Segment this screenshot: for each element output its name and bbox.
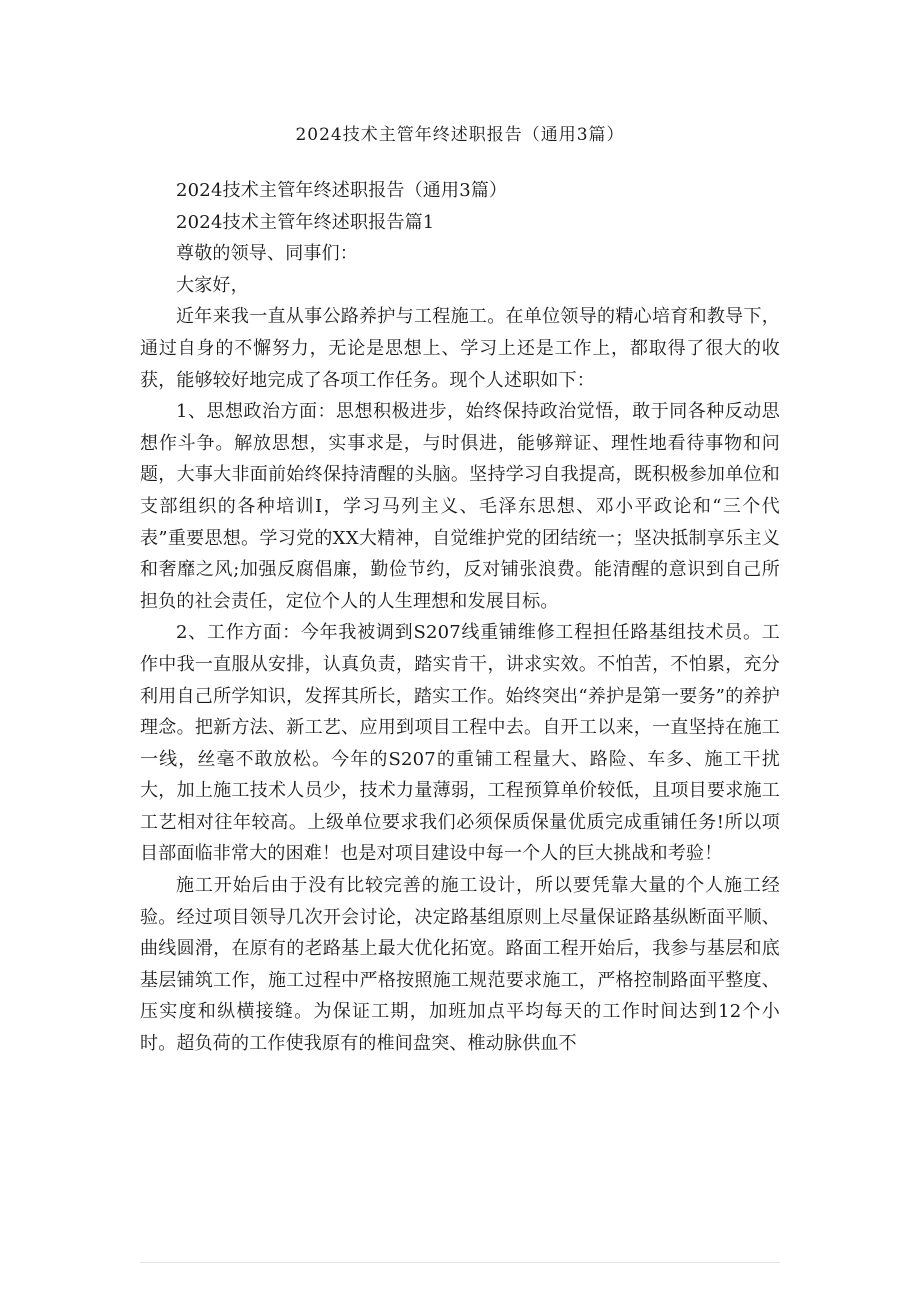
paragraph-construction: 施工开始后由于没有比较完善的施工设计，所以要凭靠大量的个人施工经验。经过项目领导几次开会讨论，决定路基组原则上尽量保证路基纵断面平顺、曲线圆滑，在原有的老路基上最大优化拓宽。路面工程开始后，我参与基层和底基层铺筑工作，施工过程中严格按照施工规范要求施工，严格控制路面平整度、压实度和纵横接缝。为保证工期，加班加点平均每天的工作时间达到12个小时。超负荷的工作使我原有的椎间盘突、椎动脉供血不 [140,875,780,1055]
salutation: 尊敬的领导、同事们： [176,243,358,265]
paragraph-political: 1、思想政治方面：思想积极进步，始终保持政治觉悟，敢于同各种反动思想作斗争。解放思想，实事求是，与时俱进，能够辩证、理性地看待事物和问题，大事大非面前始终保持清醒的头脑。坚持学习自我提高，既积极参加单位和支部组织的各种培训I，学习马列主义、毛泽东思想、邓小平政论和“三个代表”重要思想。学习党的XX大精神，自觉维护党的团结统一；坚决抵制享乐主义和奢靡之风;加强反腐倡廉，勤俭节约，反对铺张浪费。能清醒的意识到自己所担负的社会责任，定位个人的人生理想和发展目标。 [140,401,780,612]
paragraph-work: 2、工作方面：今年我被调到S207线重铺维修工程担任路基组技术员。工作中我一直服从安排，认真负责，踏实肯干，讲求实效。不怕苦，不怕累，充分利用自己所学知识，发挥其所长，踏实工作。始终突出“养护是第一要务”的养护理念。把新方法、新工艺、应用到项目工程中去。自开工以来，一直坚持在施工一线，丝毫不敢放松。今年的S207的重铺工程量大、路险、车多、施工干扰大，加上施工技术人员少，技术力量薄弱，工程预算单价较低，且项目要求施工工艺相对往年较高。上级单位要求我们必须保质保量优质完成重铺任务!所以项目部面临非常大的困难！也是对项目建设中每一个人的巨大挑战和考验！ [140,622,780,865]
greeting: 大家好， [176,274,249,296]
document-title: 2024技术主管年终述职报告（通用3篇） [295,125,625,145]
document-subtitle: 2024技术主管年终述职报告（通用3篇） [176,180,508,201]
page-footer-divider [140,1262,780,1263]
section-title: 2024技术主管年终述职报告篇1 [176,211,435,233]
document-body [140,175,780,1060]
paragraph-intro: 近年来我一直从事公路养护与工程施工。在单位领导的精心培育和教导下，通过自身的不懈努力，无论是思想上、学习上还是工作上，都取得了很大的收获，能够较好地完成了各项工作任务。现个人述职如下： [140,306,780,391]
